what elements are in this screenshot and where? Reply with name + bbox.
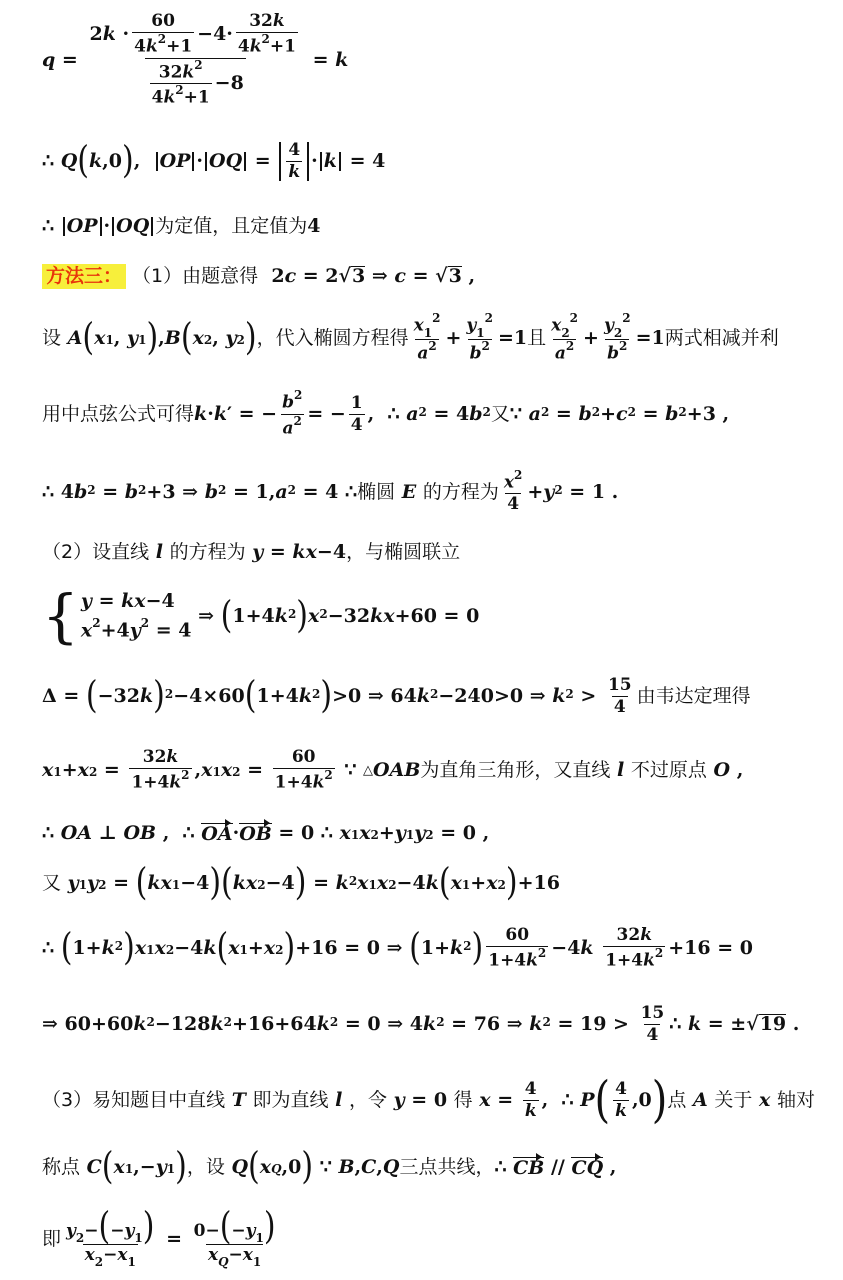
substitution-line: ∴ ( 1+ k $^2$ ) x $_1$ x $_2$ −4 k ( x $_1$ + x $_2$ ) +16 = 0 ⇒ ( 1+ k $^2$ ) $\frac{60}{1+4k^2}$ −4 k $\frac{32k}{1+4k^2}$ +16 = 0 <box>42 924 753 971</box>
q-point-line: ∴ Q ( k ,0 ) , OP · OQ = $\frac{4}{k}$ · k = 4 <box>42 138 386 183</box>
constant-line: ∴ OP · OQ 为定值，且定值为 4 <box>42 214 321 237</box>
collinear-line: 称点 C ( x $_1$ ,− y $_1$ ) ，设 Q ( x $_Q$ ,0 ) ∵ B , C , Q 三点共线， ∴ CB // CQ , <box>42 1144 617 1189</box>
part2-line: （2） 设直线 l 的方程为 y = kx −4 ，与椭圆联立 <box>42 540 461 563</box>
set-points-text: 设 <box>42 326 62 349</box>
method-badge: 方法三： <box>42 264 126 289</box>
sum-product-line: x $_1$ + x $_2$ = $\frac{32k}{1+4k^2}$ , x $_1$ x $_2$ = $\frac{60}{1+4k^2}$ ∵ △ OAB 为直角三角形，又直线 l 不过原点 O , <box>42 746 744 793</box>
q-formula: q = 2 k · $\frac{60}{4k^2+1}$ −4· $\frac{32k}{4k^2+1}$ $\frac{32k^2}{4k^2+1}$ −8 = k <box>42 11 349 108</box>
vieta-text: 由韦达定理得 <box>636 684 751 707</box>
midpoint-line: 用中点弦公式可得 k · k ′ = − $\frac{b^2}{a^2}$ = − $\frac{1}{4}$ , ∴ a $^2$ = 4 b $^2$ 又 ∵ a $^2$ = b $^2$ + c $^2$ = b $^2$ +3 , <box>42 387 730 439</box>
system-line: { y = kx−4 $x^2+4y^2 = 4$ ⇒ ( 1+4 k $^2$ ) x $^2$ −32 kx +60 = 0 <box>42 582 480 650</box>
axis-sym-text: 轴对 <box>777 1088 816 1111</box>
part3-b: 即为直线 <box>252 1088 329 1111</box>
substitute-text: ，代入椭圆方程得 <box>256 326 409 349</box>
constant-text: 为定值，且定值为 <box>155 214 308 237</box>
discriminant-line: Δ = ( −32 k ) $^2$ −4×60 ( 1+4 k $^2$ ) >0 ⇒ 64 k $^2$ −240>0 ⇒ k $^2$ > $\frac{15}{4}$ 由韦达定理得 <box>42 673 751 718</box>
part3-a: 易知题目中直线 <box>92 1088 226 1111</box>
and-text: 且 <box>527 326 547 349</box>
midpoint-text: 用中点弦公式可得 <box>42 402 195 425</box>
not-origin-text: 不过原点 <box>630 758 707 781</box>
about-axis-text: 关于 <box>714 1088 753 1111</box>
perpendicular-line: ∴ OA ⊥ OB , ∴ OA · OB = 0 ∴ x $_1$ x $_2$ + y $_1$ y $_2$ = 0 , <box>42 821 490 845</box>
also-text: 又 <box>42 871 62 894</box>
collinear-text: 三点共线， <box>399 1155 495 1178</box>
ellipse-label: 椭圆 <box>357 480 396 503</box>
also-because-text: 又 <box>490 402 510 425</box>
sym-point-text: 称点 <box>42 1155 81 1178</box>
eq-is-text: 的方程为 <box>422 480 499 503</box>
subtract-text: 两式相减并利 <box>664 326 779 349</box>
slope-equal-line: 即 $\frac{y_2-(-y_1)}{x_2-x_1}$ = $\frac{0-(-y_1)}{x_Q-x_1}$ <box>42 1204 276 1270</box>
part3-d: 得 <box>453 1088 473 1111</box>
part2-label: （2） <box>42 540 93 563</box>
ie-text: 即 <box>42 1227 62 1250</box>
part3-line: （3） 易知题目中直线 T 即为直线 l ，令 y = 0 得 x = $\frac{4}{k}$ , ∴ P ( $\frac{4}{k}$ ,0 ) 点 A 关于 x 轴对 <box>42 1071 816 1129</box>
set-q-text: ，设 <box>186 1155 225 1178</box>
y-product-line: 又 y $_1$ y $_2$ = ( kx $_1$ −4 ) ( kx $_2$ −4 ) = k $^2$ x $_1$ x $_2$ −4 k ( x $_1$ + x $_2$ ) +16 <box>42 860 560 905</box>
points-line: 设 A ( x $_1$ , y $_1$ ) , B ( x $_2$ , y $_2$ ) ，代入椭圆方程得 $\frac{x_1^2}{a^2}$ + $\frac{y_1^2}{b^2}$ =1 且 $\frac{x_2^2}{a^2}$ + $\frac{y_2^2}{b^2}$ =1 两式相减并利 <box>42 310 779 364</box>
part3-label: （3） <box>42 1088 93 1111</box>
method-three-line: 方法三： （1） 由题意得 2 c = 2√ 3 ⇒ c = √ 3 , <box>42 260 823 292</box>
point-a-text: 点 <box>667 1088 687 1111</box>
right-triangle-text: 为直角三角形，又直线 <box>420 758 611 781</box>
part3-c: ，令 <box>348 1088 387 1111</box>
part1-intro: 由题意得 <box>182 264 259 287</box>
part2-intro: 设直线 <box>92 540 150 563</box>
part1-label: （1） <box>132 264 183 287</box>
solve-k-line: ⇒ 60+60 k $^2$ −128 k $^2$ +16+64 k $^2$ = 0 ⇒ 4 k $^2$ = 76 ⇒ k $^2$ = 19 > $\frac{15}{4}$ ∴ k = ±√ 19 . <box>42 1002 800 1045</box>
eq-of-line-text: 的方程为 <box>169 540 246 563</box>
ellipse-eq-line: ∴ 4 b $^2$ = b $^2$ +3 ⇒ b $^2$ = 1, a $^2$ = 4 ∴ 椭圆 E 的方程为 $\frac{x^2}{4}$ + y $^2$ = 1 . <box>42 467 619 515</box>
combine-text: ，与椭圆联立 <box>346 540 461 563</box>
